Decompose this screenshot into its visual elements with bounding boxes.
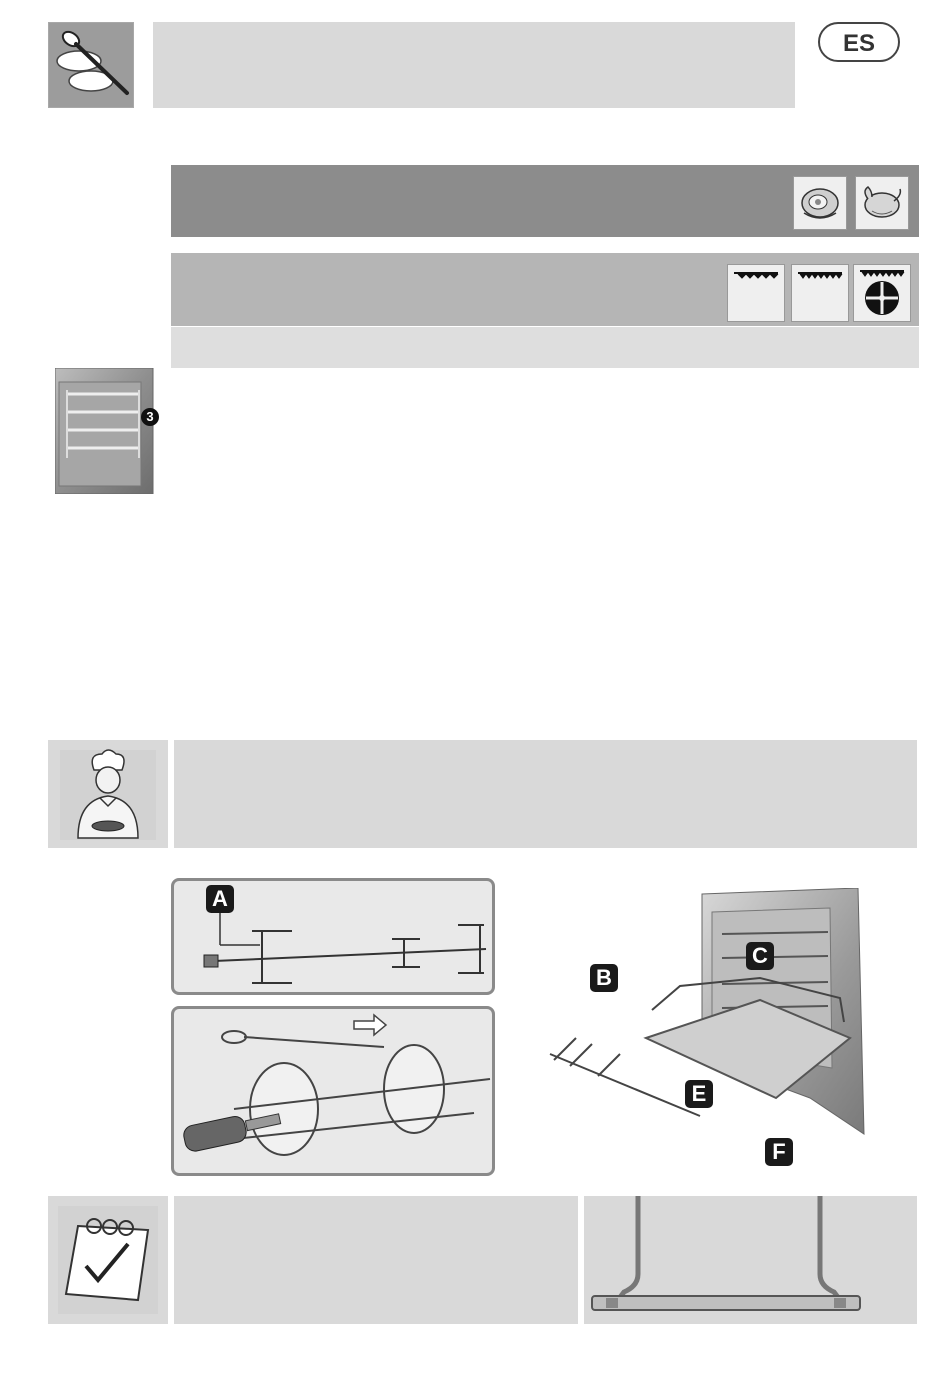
grill-element-icon: [792, 265, 848, 321]
chef-icon: [48, 740, 168, 848]
ham-tile: [793, 176, 847, 230]
fan-grill-icon: [854, 265, 910, 321]
spoon-chef-hat-icon: [49, 23, 133, 107]
chicken-icon: [856, 177, 908, 229]
grill-element-tile: [791, 264, 849, 322]
top-element-icon: [728, 265, 784, 321]
header-bar: [153, 22, 795, 108]
oven-level-image: [55, 368, 155, 494]
label-e: E: [685, 1080, 713, 1108]
level-marker: 3: [141, 408, 159, 426]
note-icon-tile: [48, 1196, 168, 1324]
logo-tile: [48, 22, 134, 108]
notepad-check-icon: [48, 1196, 168, 1324]
chef-icon-tile: [48, 740, 168, 848]
ham-icon: [794, 177, 846, 229]
label-c: C: [746, 942, 774, 970]
subtitle-bar: [171, 327, 919, 368]
spit-assembly-panel: [171, 1006, 495, 1176]
chef-note-box: [174, 740, 917, 848]
label-b: B: [590, 964, 618, 992]
top-element-tile: [727, 264, 785, 322]
tray-image-box: [584, 1196, 917, 1324]
label-f: F: [765, 1138, 793, 1166]
chicken-tile: [855, 176, 909, 230]
language-badge: ES: [818, 22, 900, 62]
note-text-box: [174, 1196, 578, 1324]
drip-tray-image: [584, 1196, 917, 1324]
fan-grill-tile: [853, 264, 911, 322]
label-a: A: [206, 885, 234, 913]
